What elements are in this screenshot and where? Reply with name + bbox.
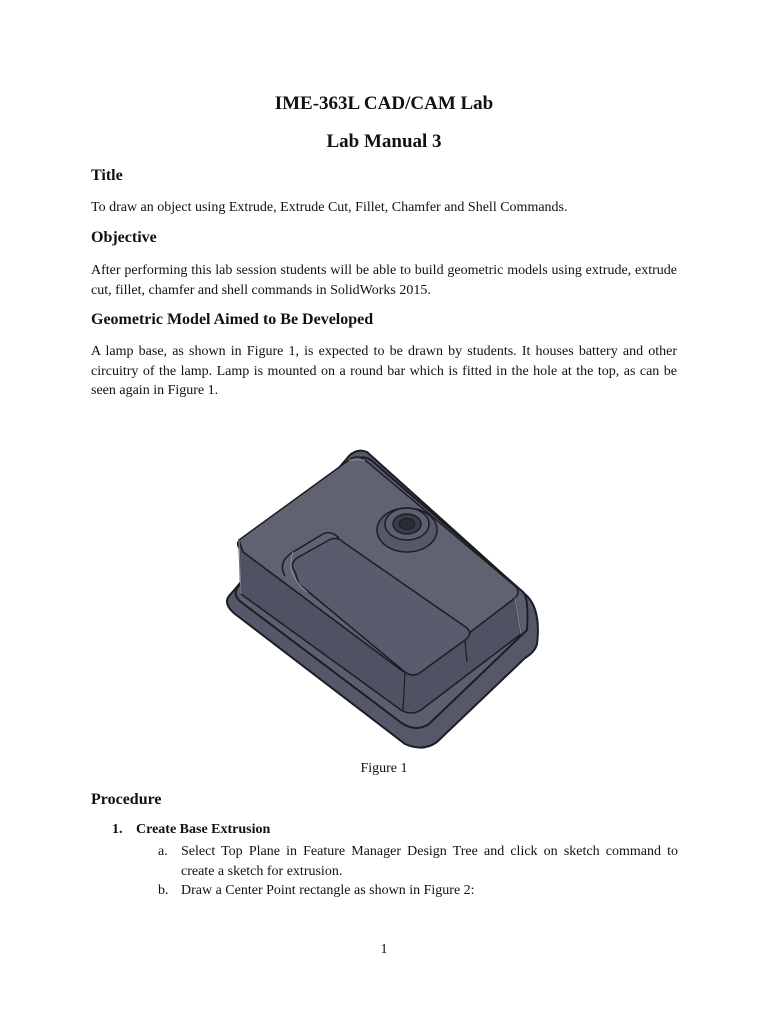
title-paragraph: To draw an object using Extrude, Extrude Cut, Fillet, Chamfer and Shell Commands. <box>91 200 568 215</box>
section-heading-model: Geometric Model Aimed to Be Developed <box>91 311 374 328</box>
step-number: 1. <box>112 822 123 837</box>
section-heading-procedure: Procedure <box>91 791 162 808</box>
objective-paragraph: After performing this lab session students will be able to build geometric models using extrude, extrude cut, fillet, chamfer and shell commands in SolidWorks 2015. <box>91 263 677 298</box>
substep-b <box>158 881 678 901</box>
substep-letter: b. <box>158 883 169 898</box>
course-title: IME-363L CAD/CAM Lab <box>274 93 494 114</box>
section-heading-title: Title <box>91 167 123 184</box>
step-label: Create Base Extrusion <box>136 822 271 837</box>
hole-inner <box>399 519 415 530</box>
manual-title: Lab Manual 3 <box>326 131 442 152</box>
substep-text: Draw a Center Point rectangle as shown in Figure 2: <box>181 883 475 898</box>
figure-caption: Figure 1 <box>360 761 408 776</box>
page-number: 1 <box>380 942 388 957</box>
lamp-base-model-illustration <box>215 448 550 753</box>
section-heading-objective: Objective <box>91 229 157 246</box>
procedure-step-1 <box>112 822 270 838</box>
substep-letter: a. <box>158 844 168 859</box>
substep-a <box>158 842 678 882</box>
substep-text: Select Top Plane in Feature Manager Design Tree and click on sketch command to create a sketch for extrusion. <box>181 844 678 879</box>
model-paragraph: A lamp base, as shown in Figure 1, is expected to be drawn by students. It houses battery and other circuitry of the lamp. Lamp is mounted on a round bar which is fitted in the hole at the top, as can be seen again in Figure 1. <box>91 344 677 398</box>
lamp-base-figure <box>215 448 550 753</box>
